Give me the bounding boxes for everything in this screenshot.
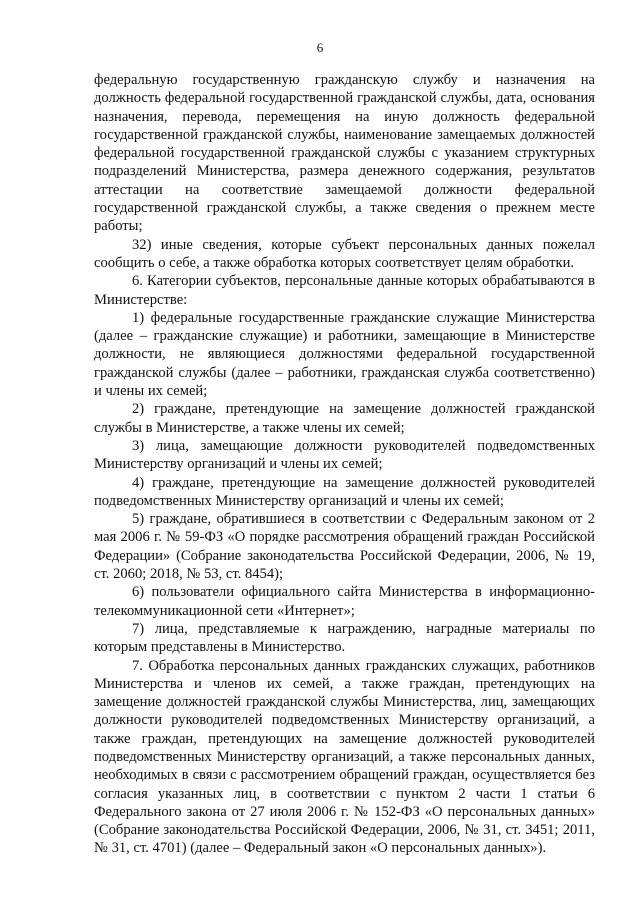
paragraph-section-7: 7. Обработка персональных данных гражданских служащих, работников Министерства и членов их семей, а также граждан, претендующих на замещение должностей гражданской службы Министерства, лиц, замещающих должности руководителей подведомственных Министерству организаций, а также граждан, претендующих на замещение должностей руководителей подведомственных Министерству организаций, а также персональных данных, необходимых в связи с рассмотрением обращений граждан, осуществляется без согласия указанных лиц, в соответствии с пунктом 2 части 1 статьи 6 Федерального закона от 27 июля 2006 г. № 152-ФЗ «О персональных данных» (Собрание законодательства Российской Федерации, 2006, № 31, ст. 3451; 2011, № 31, ст. 4701) (далее – Федеральный закон «О персональных данных»). [94,657,595,857]
paragraph-item-1: 1) федеральные государственные гражданские служащие Министерства (далее – гражданские служащие) и работники, замещающие в Министерстве должности, не являющиеся должностями федеральной государственной гражданской службы (далее – работники, гражданская служба соответственно) и члены их семей; [94,309,595,400]
paragraph-item-5: 5) граждане, обратившиеся в соответствии с Федеральным законом от 2 мая 2006 г. № 59-ФЗ «О порядке рассмотрения обращений граждан Российской Федерации» (Собрание законодательства Российской Федерации, 2006, № 19, ст. 2060; 2018, № 53, ст. 8454); [94,511,595,583]
paragraph-item-6: 6) пользователи официального сайта Министерства в информационно-телекоммуникационной сети «Интернет»; [94,584,595,619]
document-body [94,71,595,858]
paragraph-item-7: 7) лица, представляемые к награждению, наградные материалы по которым представлены в Министерство. [94,620,595,656]
paragraph-section-6: 6. Категории субъектов, персональные данные которых обрабатываются в Министерстве: [94,273,595,308]
paragraph-item-2: 2) граждане, претендующие на замещение должностей гражданской службы в Министерстве, а также члены их семей; [94,401,595,436]
paragraph-item-3: 3) лица, замещающие должности руководителей подведомственных Министерству организаций и члены их семей; [94,437,595,473]
page-number: 6 [316,40,324,55]
paragraph-continuation: федеральную государственную гражданскую службу и назначения на должность федеральной государственной гражданской службы, дата, основания назначения, перевода, перемещения на иную должность федеральной государственной гражданской службы, наименование замещаемых должностей федеральной государственной гражданской службы с указанием структурных подразделений Министерства, размера денежного содержания, результатов аттестации на соответствие замещаемой должности федеральной государственной гражданской службы, а также сведения о прежнем месте работы; [94,72,595,235]
paragraph-item-4: 4) граждане, претендующие на замещение должностей руководителей подведомственных Министерству организаций и члены их семей; [94,474,595,509]
paragraph-item-32: 32) иные сведения, которые субъект персональных данных пожелал сообщить о себе, а также обработка которых соответствует целям обработки. [94,236,595,271]
